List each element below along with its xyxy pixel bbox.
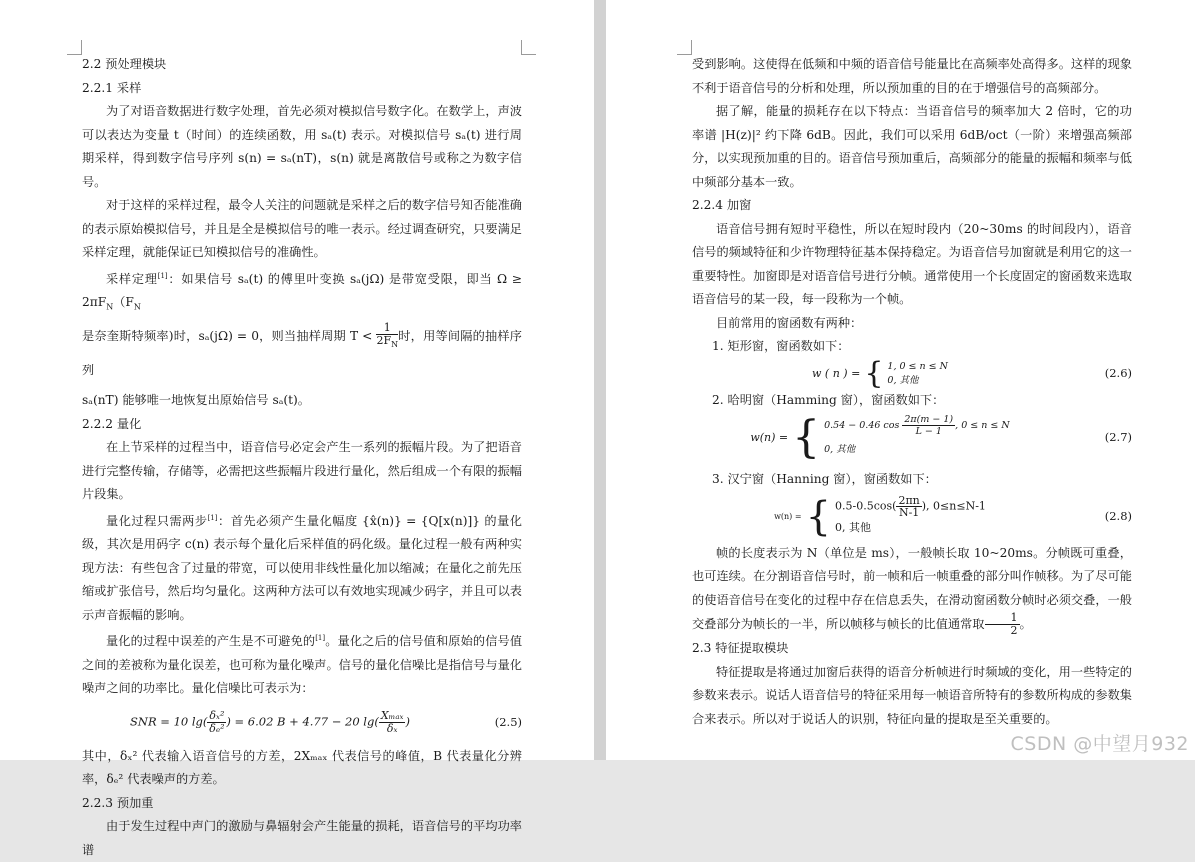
text-run: 是奈奎斯特频率)时，sₐ(jΩ) = 0，则当抽样周期 T < <box>82 329 373 343</box>
piecewise <box>812 355 948 391</box>
equation-number: (2.8) <box>1104 508 1132 523</box>
citation: [1] <box>315 634 326 643</box>
paragraph: 其中，δₓ² 代表输入语音信号的方差，2Xₘₐₓ 代表信号的峰值，B 代表量化分辨率，δₑ² 代表噪声的方差。 <box>82 748 522 787</box>
denominator: δₑ² <box>209 722 225 736</box>
fraction <box>896 495 921 518</box>
citation: [1] <box>207 513 218 522</box>
equation-number: (2.6) <box>1104 365 1132 380</box>
denominator: N-1 <box>898 506 920 519</box>
crop-mark <box>521 40 536 55</box>
case: 0, 其他 <box>824 444 856 455</box>
list-item: 3. 汉宁窗（Hanning 窗），窗函数如下： <box>712 472 937 486</box>
page-content <box>82 53 522 862</box>
eq-part: 0.5-0.5cos( <box>835 499 897 513</box>
paragraph-continuation <box>82 319 522 387</box>
denominator: 2 <box>1010 624 1018 637</box>
text-run: 采样定理 <box>106 271 158 286</box>
equation-number: (2.5) <box>494 714 522 729</box>
text-run: 。量化之后的信号值和原始的信号值之间的差被称为量化误差，也可称为量化噪声。信号的量化信噪比是指信号与量化噪声之间的功率比。量化信噪比可表示为： <box>82 634 523 696</box>
piecewise <box>774 495 986 538</box>
case: 0, 其他 <box>835 521 872 534</box>
text-run: 帧的长度表示为 N（单位是 ms），一般帧长取 10~20ms。分帧既可重叠，也可连续。在分割语音信号时，前一帧和后一帧重叠的部分叫作帧移。为了尽可能的使语音信号在变化的过程中存在信息丢失，在滑动窗函数分帧时必须交叠，一般交叠部分为帧长的一半，所以帧移与帧长的比值通常取 <box>692 545 1132 631</box>
eq-lhs: w(n) = <box>774 511 802 521</box>
subscript: N <box>391 340 399 350</box>
paragraph: 据了解，能量的损耗存在以下特点：当语音信号的频率加大 2 倍时，它的功率谱 |H(z)|² 约下降 6dB。因此，我们可以采用 6dB/oct（一阶）来增强高频部分，以实现预加重的目的。语音信号预加重后，高频部分的能量的振幅和频率与低中频部分基本一致。 <box>692 104 1132 189</box>
numerator: δₓ² <box>209 709 225 723</box>
csdn-watermark: CSDN @中望月932 <box>1010 732 1189 755</box>
text-run: 。 <box>1019 617 1032 631</box>
fraction <box>379 710 406 735</box>
paragraph-quantization <box>82 507 522 628</box>
paragraph: 特征提取是将通过加窗后获得的语音分析帧进行时频域的变化，用一些特定的参数来表示。说话人语音信号的特征采用每一帧语音所特有的参数所构成的参数集合来表示。所以对于说话人的识别，特征向量的提取是至关重要的。 <box>692 664 1132 726</box>
heading-2-3: 2.3 特征提取模块 <box>692 641 789 655</box>
paragraph-sampling-theorem <box>82 265 522 320</box>
equation-2-7 <box>692 412 1132 464</box>
citation: [1] <box>157 271 168 280</box>
text-run: 量化的过程中误差的产生是不可避免的 <box>106 634 316 649</box>
paragraph-continuation: sₐ(nT) 能够唯一地恢复出原始信号 sₐ(t)。 <box>82 393 310 407</box>
equation-2-5 <box>82 701 522 745</box>
fraction <box>985 612 1020 637</box>
piecewise <box>750 414 1009 462</box>
eq-lhs: w(n) = <box>750 431 789 445</box>
paragraph: 由于发生过程中声门的激励与鼻辐射会产生能量的损耗，语音信号的平均功率谱 <box>82 819 522 857</box>
brace-icon: { <box>864 355 884 391</box>
heading-2-2-3: 2.2.3 预加重 <box>82 795 154 810</box>
denominator <box>376 335 398 351</box>
list-item: 1. 矩形窗，窗函数如下： <box>712 339 850 353</box>
cases <box>824 414 1010 462</box>
document-page-right <box>606 0 1195 760</box>
case: 0, 其他 <box>887 374 919 386</box>
page-content <box>692 53 1132 731</box>
eq-part: , 0 ≤ n ≤ N <box>955 420 1010 431</box>
page-gutter <box>594 0 606 760</box>
numerator: 2πn <box>898 494 920 507</box>
numerator: 1 <box>985 612 1020 625</box>
subscript: N <box>133 302 141 312</box>
crop-mark <box>67 40 82 55</box>
text-run: 量化过程只需两步 <box>106 513 208 528</box>
document-page-left <box>0 0 594 857</box>
paragraph: 受到影响。这使得在低频和中频的语音信号能量比在高频率处高得多。这样的现象不利于语音信号的分析和处理，所以预加重的目的在于增强信号的高频部分。 <box>692 57 1132 95</box>
case <box>835 495 986 518</box>
text-run: 时，用等间隔的抽样序列 <box>82 329 522 377</box>
heading-2-2: 2.2 预处理模块 <box>82 57 167 71</box>
brace-icon: { <box>792 412 821 463</box>
eq-part: 0.54 − 0.46 cos <box>824 420 900 431</box>
numerator: 2π(m − 1) <box>904 414 954 425</box>
denominator: L − 1 <box>915 426 942 437</box>
denominator: δₓ <box>386 722 398 736</box>
equation-expression <box>692 355 1068 391</box>
paragraph: 对于这样的采样过程，最令人关注的问题就是采样之后的数字信号知否能准确的表示原始模拟信号，并且是全是模拟信号的唯一表示。经过调查研究，只要满足采样定理，就能保证已知模拟信号的准确性。 <box>82 198 522 259</box>
text-run: （F <box>113 295 134 310</box>
equation-expression <box>692 414 1068 462</box>
heading-2-2-4: 2.2.4 加窗 <box>692 198 752 212</box>
heading-2-2-2: 2.2.2 量化 <box>82 416 142 431</box>
paragraph: 为了对语音数据进行数字处理，首先必须对模拟信号数字化。在数学上，声波可以表达为变量 t（时间）的连续函数，用 sₐ(t) 表示。对模拟信号 sₐ(t) 进行周期采样，得到数字信号序列 s(n) = sₐ(nT)，s(n) 就是离散信号或称之为数字信号。 <box>82 104 522 189</box>
numerator: 1 <box>376 322 398 335</box>
equation-2-8 <box>692 492 1132 542</box>
fraction <box>207 710 226 735</box>
paragraph: 目前常用的窗函数有两种： <box>716 315 863 330</box>
case: 1, 0 ≤ n ≤ N <box>887 360 948 372</box>
case <box>824 414 1010 438</box>
numerator: Xₘₐₓ <box>380 709 404 723</box>
paragraph: 语音信号拥有短时平稳性，所以在短时段内（20~30ms 的时间段内），语音信号的频域特征和少许物理特征基本保持稳定。为语音信号加窗就是利用它的这一重要特性。加窗即是对语音信号进行分帧。通常使用一个长度固定的窗函数来选取语音信号的某一段，每一段称为一个帧。 <box>692 221 1132 306</box>
crop-mark <box>677 40 692 55</box>
fraction <box>902 414 955 437</box>
paragraph: 在上节采样的过程当中，语音信号必定会产生一系列的振幅片段。为了把语音进行完整传输，存储等，必需把这些振幅片段进行量化，然后组成一个有限的振幅片段集。 <box>82 440 522 501</box>
paragraph-frame-length <box>692 542 1132 638</box>
equation-expression <box>82 710 458 735</box>
equation-2-6 <box>692 355 1132 391</box>
eq-part: ) <box>405 714 410 729</box>
fraction <box>376 322 398 351</box>
subscript: N <box>106 302 114 312</box>
equation-expression <box>692 495 1068 538</box>
paragraph-quantization-error <box>82 627 522 701</box>
eq-part: ) = 6.02 B + 4.77 − 20 lg( <box>226 714 379 729</box>
text-run: ：首先必须产生量化幅度 {x̂(n)} = {Q[x(n)]} 的量化级，其次是用码字 c(n) 表示每个量化后采样值的码化级。量化过程一般有两种实现方法：有些包含了过量的带宽，可以使用非线性量化加以缩减；在量化之前先压缩或扩张信号，然后均匀量化。这两种方法可以有效地实现减少码字，并且可以表示声音振幅的影响。 <box>82 513 522 622</box>
denominator-text: 2F <box>376 333 392 347</box>
cases <box>835 495 986 538</box>
equation-number: (2.7) <box>1104 430 1132 445</box>
eq-part: ), 0≤n≤N-1 <box>921 499 986 513</box>
heading-2-2-1: 2.2.1 采样 <box>82 80 142 95</box>
brace-icon: { <box>805 493 832 540</box>
eq-lhs: w ( n ) = <box>812 366 861 380</box>
list-item: 2. 哈明窗（Hamming 窗），窗函数如下： <box>712 392 945 407</box>
text-run: ：如果信号 sₐ(t) 的傅里叶变换 sₐ(jΩ) 是带宽受限，即当 Ω ≥ 2πF <box>82 271 522 310</box>
cases <box>887 360 948 388</box>
eq-part: SNR = 10 lg( <box>130 714 208 729</box>
